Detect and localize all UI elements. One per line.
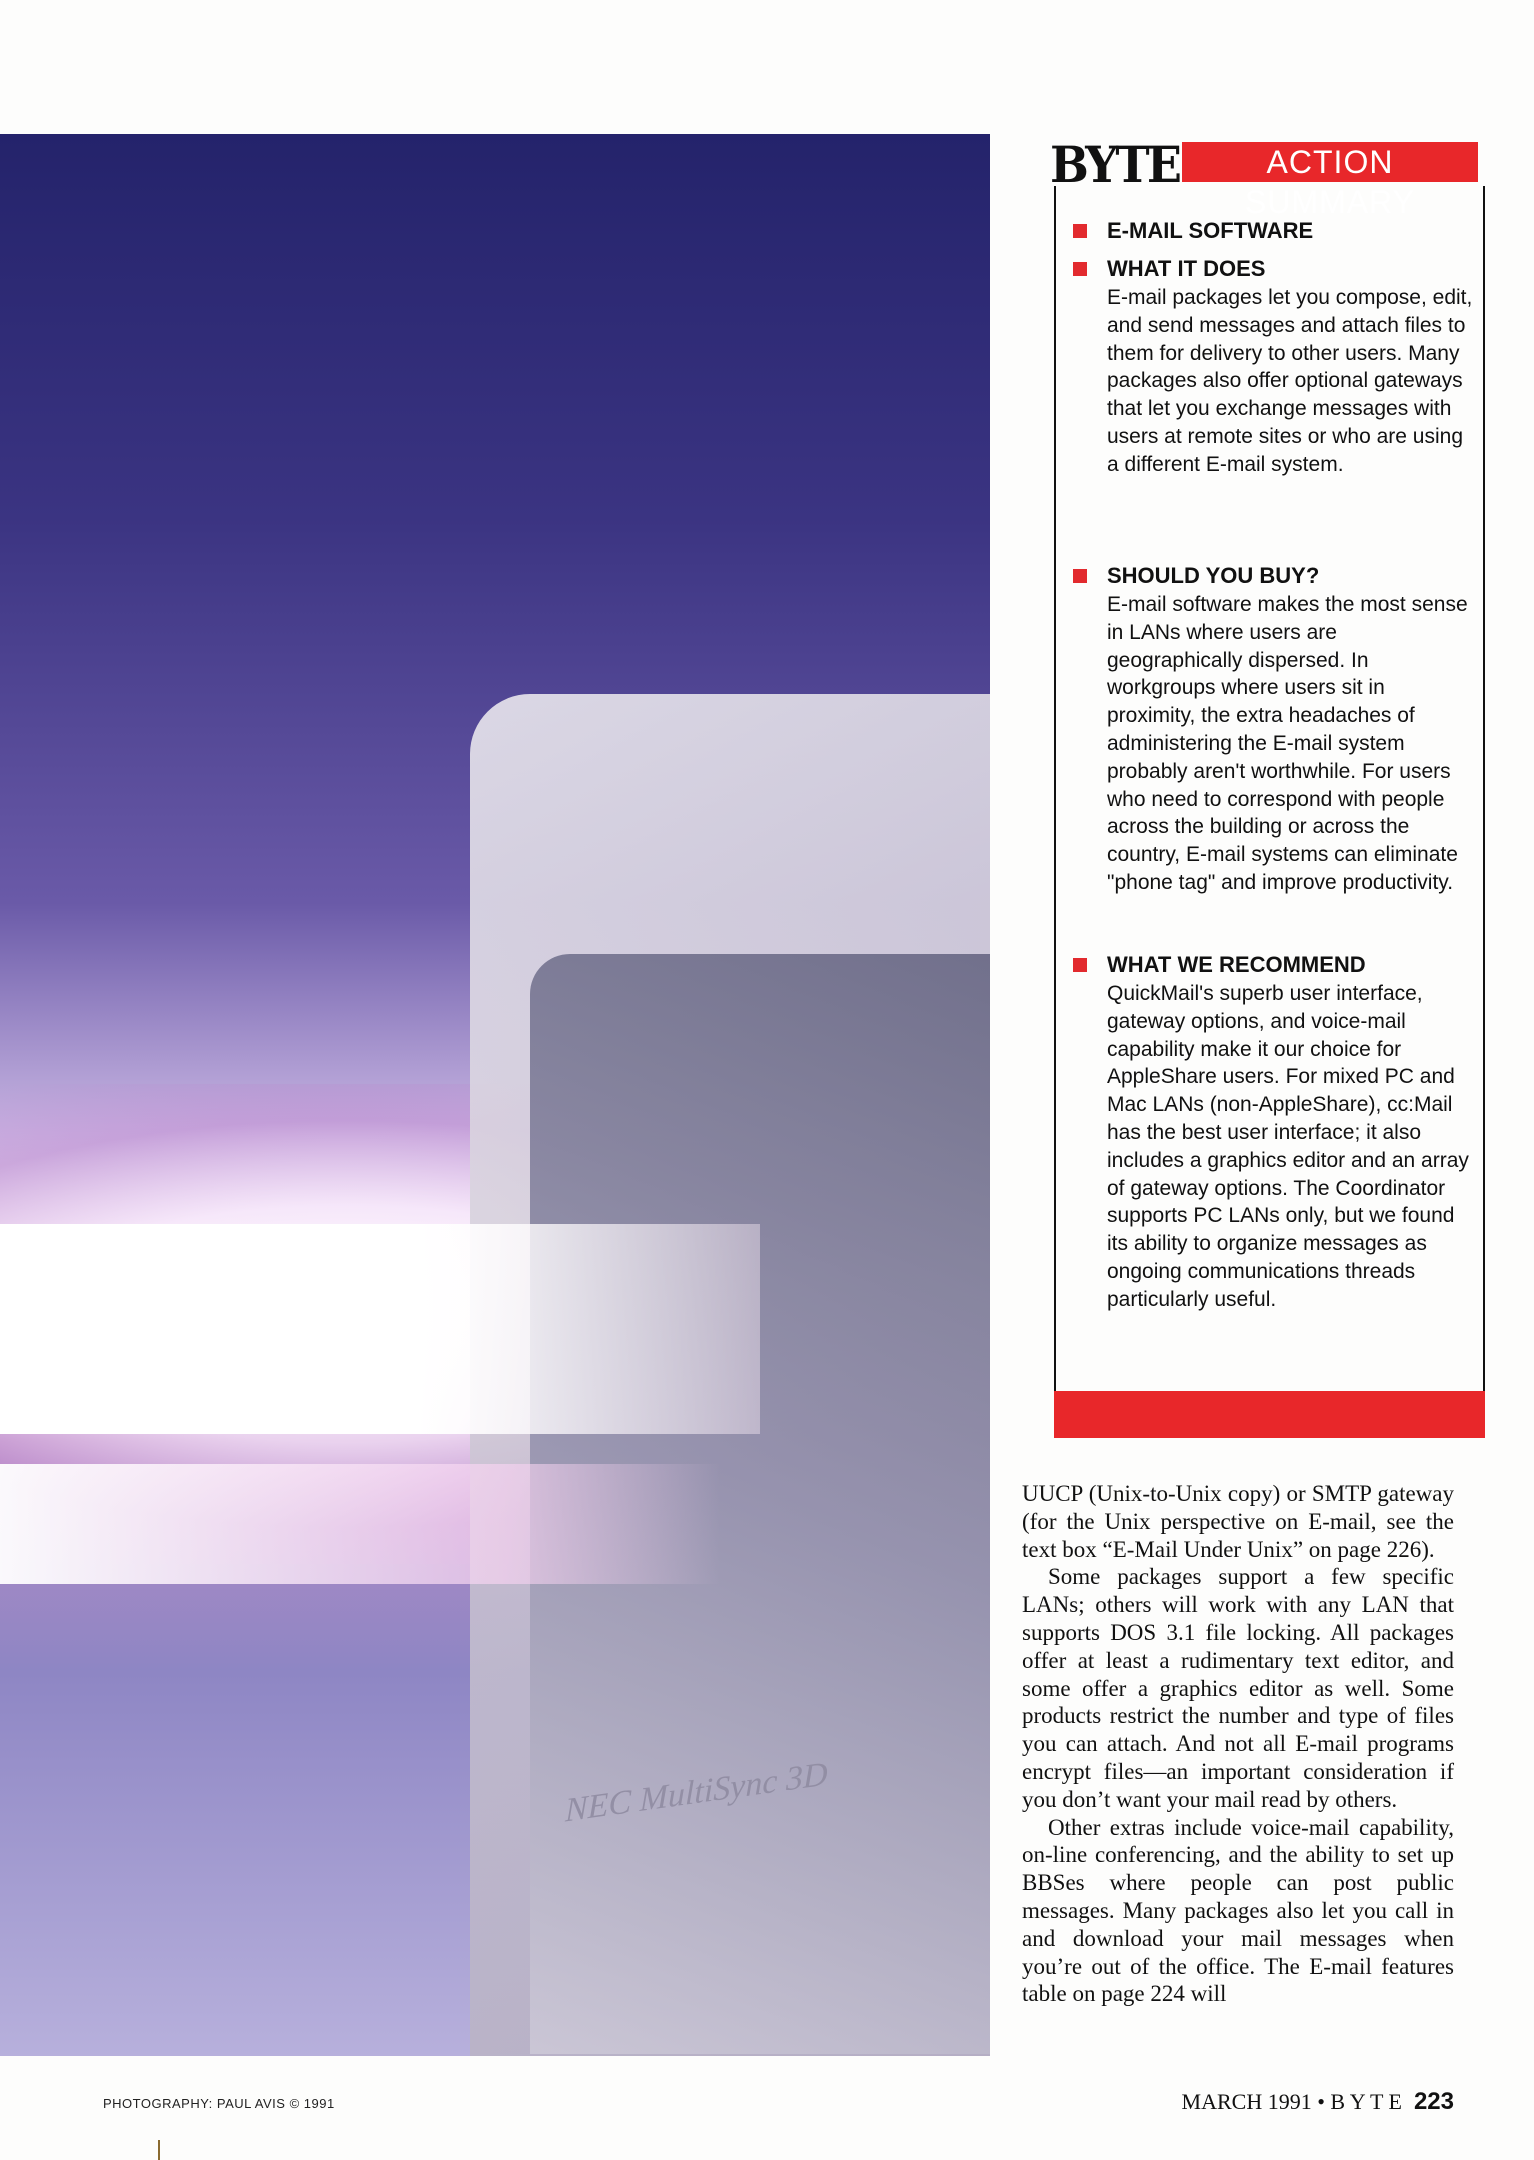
action-summary-footer-bar [1054,1391,1485,1438]
action-summary-tag: ACTION SUMMARY [1182,142,1478,182]
summary-item-heading: WHAT WE RECOMMEND [1107,952,1366,977]
bullet-square-icon [1073,958,1087,972]
light-band-upper [0,1224,760,1434]
byte-logo: BYTE [1050,135,1180,194]
article-column [1022,1480,1454,2008]
article-paragraph: Some packages support a few specific LANs; others will work with any LAN that supports DOS 3.1 file locking. All packages offer at least a rudimentary text editor, and some offer a graphics editor as well. Some products restrict the number and type of files you can attach. And not all E-mail programs encrypt files—an important consideration if you don’t want your mail read by others. [1022,1564,1454,1812]
summary-item-heading: SHOULD YOU BUY? [1107,563,1320,588]
bullet-square-icon [1073,569,1087,583]
monitor-photograph [0,134,990,2056]
photo-credit: PHOTOGRAPHY: PAUL AVIS © 1991 [103,2096,335,2111]
bullet-square-icon [1073,224,1087,238]
summary-item-topic [1073,216,1473,246]
summary-item-heading: WHAT IT DOES [1107,256,1266,281]
crop-mark [158,2140,160,2160]
summary-item-text: E-mail packages let you compose, edit, and send messages and attach files to them for delivery to other users. Many packages also offer optional gateways that let you exchange messages with users at remote sites or who are using a different E-mail system. [1107,286,1473,476]
page-folio [1182,2088,1454,2116]
action-summary-box [1054,186,1485,1391]
monitor-brand-label: NEC MultiSync 3D [565,1755,828,1830]
article-paragraph: Other extras include voice-mail capability, on-line conferencing, and the ability to set up BBSes where people can post public messages. Many packages also let you call in and download your mail messages when you’re out of the office. The E-mail features table on page 224 will [1022,1814,1454,2007]
article-paragraph: UUCP (Unix-to-Unix copy) or SMTP gateway (for the Unix perspective on E-mail, see the text box “E-Mail Under Unix” on page 226). [1022,1481,1454,1562]
summary-item-what-it-does [1073,254,1473,479]
issue-line: MARCH 1991 • B Y T E [1181,2089,1402,2114]
summary-item-text: E-mail software makes the most sense in LANs where users are geographically dispersed. In workgroups where users sit in proximity, the extra headaches of administering the E-mail system probably aren't worthwhile. For users who need to correspond with people across the building or across the country, E-mail systems can eliminate "phone tag" and improve productivity. [1107,593,1468,894]
summary-item-recommend [1073,950,1473,1314]
summary-item-should-you-buy [1073,561,1473,897]
bullet-square-icon [1073,262,1087,276]
light-band-lower [0,1464,720,1584]
summary-item-heading: E-MAIL SOFTWARE [1107,218,1314,243]
action-summary-header [1050,135,1480,220]
summary-item-text: QuickMail's superb user interface, gateway options, and voice-mail capability make it our choice for AppleShare users. For mixed PC and Mac LANs (non-AppleShare), cc:Mail has the best user interface; it also includes a graphics editor and an array of gateway options. The Coordinator supports PC LANs only, but we found its ability to organize messages as ongoing communications threads particularly useful. [1107,982,1469,1311]
page-number: 223 [1413,2088,1454,2115]
